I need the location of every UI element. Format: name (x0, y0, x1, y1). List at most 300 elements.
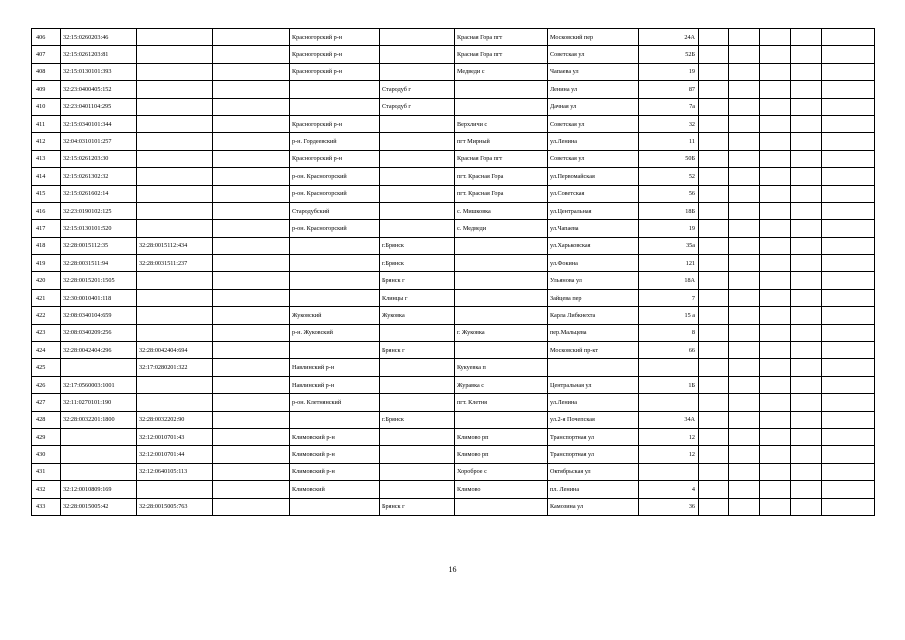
house-number-cell: 11 (639, 133, 699, 150)
table-row (32, 324, 875, 341)
extra-col-2-cell (729, 115, 760, 132)
extra-col-3-cell (760, 359, 791, 376)
extra-col-4-cell (791, 411, 822, 428)
settlement-cell (455, 98, 548, 115)
extra-col-1-cell (699, 63, 729, 80)
blank-column-cell (213, 202, 290, 219)
linked-cadastral-number-cell (137, 46, 213, 63)
district-cell: Навлинский р-н (290, 359, 380, 376)
district-cell: Климовский р-н (290, 428, 380, 445)
linked-cadastral-number-cell: 32:28:0032202:90 (137, 411, 213, 428)
settlement-cell: г. Жуковка (455, 324, 548, 341)
extra-col-3-cell (760, 133, 791, 150)
extra-col-1-cell (699, 255, 729, 272)
district-cell: Климовский р-н (290, 446, 380, 463)
extra-col-5-cell (822, 324, 875, 341)
extra-col-4-cell (791, 359, 822, 376)
table-row (32, 220, 875, 237)
row-number-cell: 433 (32, 498, 61, 515)
row-number-cell: 417 (32, 220, 61, 237)
street-cell: ул.Фокина (548, 255, 639, 272)
district-cell: Жуковский (290, 307, 380, 324)
extra-col-1-cell (699, 463, 729, 480)
row-number-cell: 429 (32, 428, 61, 445)
cadastral-number-cell: 32:15:0340101:344 (61, 115, 137, 132)
table-row (32, 115, 875, 132)
blank-column-cell (213, 411, 290, 428)
street-cell: Московский пер (548, 29, 639, 46)
extra-col-1-cell (699, 428, 729, 445)
settlement-cell (455, 411, 548, 428)
table-body (32, 29, 875, 516)
extra-col-2-cell (729, 46, 760, 63)
table-row (32, 428, 875, 445)
linked-cadastral-number-cell (137, 115, 213, 132)
extra-col-5-cell (822, 342, 875, 359)
blank-column-cell (213, 255, 290, 272)
street-cell: Октябрьская ул (548, 463, 639, 480)
extra-col-2-cell (729, 63, 760, 80)
district-cell: Стародубский (290, 202, 380, 219)
extra-col-5-cell (822, 376, 875, 393)
street-cell: Чапаева ул (548, 63, 639, 80)
street-cell: Советская ул (548, 115, 639, 132)
street-cell: пл. Ленина (548, 481, 639, 498)
district-cell (290, 289, 380, 306)
extra-col-5-cell (822, 202, 875, 219)
extra-col-4-cell (791, 63, 822, 80)
extra-col-3-cell (760, 289, 791, 306)
extra-col-4-cell (791, 446, 822, 463)
extra-col-2-cell (729, 150, 760, 167)
district-cell: р-он. Клетнянский (290, 394, 380, 411)
cadastral-number-cell (61, 463, 137, 480)
extra-col-5-cell (822, 498, 875, 515)
row-number-cell: 410 (32, 98, 61, 115)
cadastral-number-cell: 32:04:0310101:257 (61, 133, 137, 150)
city-cell (380, 428, 455, 445)
house-number-cell: 52Б (639, 46, 699, 63)
extra-col-3-cell (760, 29, 791, 46)
extra-col-2-cell (729, 463, 760, 480)
extra-col-5-cell (822, 255, 875, 272)
row-number-cell: 413 (32, 150, 61, 167)
extra-col-1-cell (699, 29, 729, 46)
district-cell (290, 81, 380, 98)
extra-col-2-cell (729, 202, 760, 219)
blank-column-cell (213, 342, 290, 359)
street-cell: Дачная ул (548, 98, 639, 115)
table-row (32, 185, 875, 202)
settlement-cell: Медведи с (455, 63, 548, 80)
extra-col-3-cell (760, 411, 791, 428)
extra-col-3-cell (760, 168, 791, 185)
house-number-cell: 34А (639, 411, 699, 428)
cadastral-number-cell: 32:15:0261302:32 (61, 168, 137, 185)
extra-col-2-cell (729, 29, 760, 46)
extra-col-5-cell (822, 272, 875, 289)
row-number-cell: 432 (32, 481, 61, 498)
extra-col-3-cell (760, 63, 791, 80)
extra-col-3-cell (760, 220, 791, 237)
extra-col-3-cell (760, 81, 791, 98)
district-cell: Красногорский р-н (290, 46, 380, 63)
settlement-cell: Красная Гора пгт (455, 150, 548, 167)
extra-col-4-cell (791, 307, 822, 324)
extra-col-3-cell (760, 237, 791, 254)
extra-col-3-cell (760, 98, 791, 115)
house-number-cell: 50Б (639, 150, 699, 167)
extra-col-4-cell (791, 255, 822, 272)
table-row (32, 481, 875, 498)
house-number-cell: 36 (639, 498, 699, 515)
blank-column-cell (213, 168, 290, 185)
linked-cadastral-number-cell (137, 481, 213, 498)
row-number-cell: 422 (32, 307, 61, 324)
extra-col-5-cell (822, 411, 875, 428)
extra-col-2-cell (729, 498, 760, 515)
city-cell: Брянск г (380, 498, 455, 515)
blank-column-cell (213, 220, 290, 237)
street-cell: Советская ул (548, 150, 639, 167)
extra-col-3-cell (760, 46, 791, 63)
blank-column-cell (213, 46, 290, 63)
row-number-cell: 423 (32, 324, 61, 341)
blank-column-cell (213, 481, 290, 498)
district-cell (290, 498, 380, 515)
linked-cadastral-number-cell: 32:17:0280201:322 (137, 359, 213, 376)
cadastral-number-cell: 32:15:0130101:393 (61, 63, 137, 80)
extra-col-3-cell (760, 202, 791, 219)
street-cell: ул.Ленина (548, 394, 639, 411)
city-cell: Брянск г (380, 272, 455, 289)
blank-column-cell (213, 446, 290, 463)
house-number-cell: 121 (639, 255, 699, 272)
city-cell (380, 220, 455, 237)
cadastral-number-cell: 32:28:0031511:94 (61, 255, 137, 272)
district-cell (290, 272, 380, 289)
district-cell: Красногорский р-н (290, 115, 380, 132)
settlement-cell: Хороброе с (455, 463, 548, 480)
city-cell (380, 359, 455, 376)
district-cell: Навлинский р-н (290, 376, 380, 393)
blank-column-cell (213, 463, 290, 480)
street-cell: Ульянова ул (548, 272, 639, 289)
district-cell: Климовский р-н (290, 463, 380, 480)
district-cell: р-н. Гордеевский (290, 133, 380, 150)
extra-col-2-cell (729, 428, 760, 445)
extra-col-1-cell (699, 133, 729, 150)
district-cell: р-он. Красногорский (290, 220, 380, 237)
cadastral-number-cell (61, 359, 137, 376)
settlement-cell: пгт. Красная Гора (455, 168, 548, 185)
cadastral-number-cell: 32:28:0015201:1505 (61, 272, 137, 289)
extra-col-4-cell (791, 498, 822, 515)
extra-col-5-cell (822, 428, 875, 445)
city-cell (380, 185, 455, 202)
city-cell (380, 133, 455, 150)
extra-col-1-cell (699, 324, 729, 341)
linked-cadastral-number-cell (137, 289, 213, 306)
cadastral-number-cell: 32:08:0340104:659 (61, 307, 137, 324)
city-cell (380, 446, 455, 463)
extra-col-4-cell (791, 394, 822, 411)
extra-col-2-cell (729, 220, 760, 237)
extra-col-4-cell (791, 481, 822, 498)
extra-col-4-cell (791, 29, 822, 46)
settlement-cell: Климово (455, 481, 548, 498)
house-number-cell: 56 (639, 185, 699, 202)
settlement-cell (455, 498, 548, 515)
city-cell: Стародуб г (380, 98, 455, 115)
extra-col-3-cell (760, 394, 791, 411)
extra-col-4-cell (791, 98, 822, 115)
extra-col-1-cell (699, 272, 729, 289)
house-number-cell: 32 (639, 115, 699, 132)
blank-column-cell (213, 29, 290, 46)
extra-col-2-cell (729, 342, 760, 359)
street-cell: пер.Мальцева (548, 324, 639, 341)
house-number-cell: 52 (639, 168, 699, 185)
extra-col-2-cell (729, 133, 760, 150)
settlement-cell (455, 342, 548, 359)
extra-col-3-cell (760, 150, 791, 167)
linked-cadastral-number-cell (137, 324, 213, 341)
row-number-cell: 414 (32, 168, 61, 185)
extra-col-5-cell (822, 220, 875, 237)
city-cell: Клинцы г (380, 289, 455, 306)
street-cell (548, 359, 639, 376)
table-row (32, 376, 875, 393)
district-cell: р-н. Жуковский (290, 324, 380, 341)
extra-col-5-cell (822, 185, 875, 202)
cadastral-number-cell (61, 446, 137, 463)
district-cell (290, 255, 380, 272)
extra-col-4-cell (791, 428, 822, 445)
extra-col-2-cell (729, 376, 760, 393)
district-cell: Красногорский р-н (290, 29, 380, 46)
settlement-cell (455, 81, 548, 98)
cadastral-number-cell: 32:30:0010401:118 (61, 289, 137, 306)
table-row (32, 133, 875, 150)
cadastral-number-cell: 32:15:0130101:520 (61, 220, 137, 237)
extra-col-3-cell (760, 185, 791, 202)
blank-column-cell (213, 98, 290, 115)
linked-cadastral-number-cell (137, 98, 213, 115)
blank-column-cell (213, 359, 290, 376)
settlement-cell: Журавка с (455, 376, 548, 393)
house-number-cell (639, 463, 699, 480)
extra-col-3-cell (760, 342, 791, 359)
extra-col-2-cell (729, 307, 760, 324)
city-cell (380, 376, 455, 393)
extra-col-2-cell (729, 411, 760, 428)
extra-col-4-cell (791, 133, 822, 150)
cadastral-number-cell: 32:23:0190102:125 (61, 202, 137, 219)
row-number-cell: 420 (32, 272, 61, 289)
city-cell (380, 46, 455, 63)
extra-col-1-cell (699, 481, 729, 498)
district-cell (290, 98, 380, 115)
extra-col-2-cell (729, 98, 760, 115)
linked-cadastral-number-cell (137, 168, 213, 185)
table-row (32, 98, 875, 115)
extra-col-4-cell (791, 168, 822, 185)
extra-col-5-cell (822, 307, 875, 324)
extra-col-2-cell (729, 446, 760, 463)
blank-column-cell (213, 289, 290, 306)
extra-col-4-cell (791, 324, 822, 341)
settlement-cell (455, 289, 548, 306)
city-cell (380, 394, 455, 411)
table-row (32, 446, 875, 463)
extra-col-1-cell (699, 359, 729, 376)
extra-col-4-cell (791, 376, 822, 393)
linked-cadastral-number-cell: 32:12:0010701:43 (137, 428, 213, 445)
cadastral-number-cell: 32:15:0260203:46 (61, 29, 137, 46)
linked-cadastral-number-cell (137, 376, 213, 393)
extra-col-4-cell (791, 463, 822, 480)
linked-cadastral-number-cell: 32:28:0042404:694 (137, 342, 213, 359)
street-cell: Транспортная ул (548, 446, 639, 463)
extra-col-1-cell (699, 115, 729, 132)
extra-col-4-cell (791, 272, 822, 289)
city-cell (380, 463, 455, 480)
settlement-cell: Красная Гора пгт (455, 46, 548, 63)
house-number-cell: 35а (639, 237, 699, 254)
blank-column-cell (213, 133, 290, 150)
table-row (32, 359, 875, 376)
settlement-cell: с. Мишковка (455, 202, 548, 219)
linked-cadastral-number-cell (137, 150, 213, 167)
street-cell: Транспортная ул (548, 428, 639, 445)
extra-col-5-cell (822, 446, 875, 463)
linked-cadastral-number-cell: 32:12:0640105:113 (137, 463, 213, 480)
row-number-cell: 407 (32, 46, 61, 63)
settlement-cell (455, 307, 548, 324)
house-number-cell: 15 а (639, 307, 699, 324)
extra-col-4-cell (791, 289, 822, 306)
house-number-cell: 8 (639, 324, 699, 341)
extra-col-4-cell (791, 202, 822, 219)
extra-col-5-cell (822, 150, 875, 167)
house-number-cell: 7 (639, 289, 699, 306)
city-cell (380, 202, 455, 219)
cadastral-number-cell: 32:15:0261203:30 (61, 150, 137, 167)
blank-column-cell (213, 81, 290, 98)
row-number-cell: 421 (32, 289, 61, 306)
city-cell: г.Брянск (380, 411, 455, 428)
house-number-cell: 4 (639, 481, 699, 498)
house-number-cell: 12 (639, 446, 699, 463)
house-number-cell: 19 (639, 63, 699, 80)
row-number-cell: 430 (32, 446, 61, 463)
extra-col-4-cell (791, 185, 822, 202)
extra-col-1-cell (699, 376, 729, 393)
extra-col-2-cell (729, 272, 760, 289)
extra-col-2-cell (729, 289, 760, 306)
settlement-cell: пгт Мирный (455, 133, 548, 150)
street-cell: Камозина ул (548, 498, 639, 515)
city-cell (380, 324, 455, 341)
extra-col-2-cell (729, 359, 760, 376)
linked-cadastral-number-cell (137, 307, 213, 324)
extra-col-1-cell (699, 289, 729, 306)
row-number-cell: 411 (32, 115, 61, 132)
blank-column-cell (213, 237, 290, 254)
extra-col-1-cell (699, 498, 729, 515)
extra-col-5-cell (822, 237, 875, 254)
row-number-cell: 427 (32, 394, 61, 411)
house-number-cell: 1Б (639, 376, 699, 393)
extra-col-1-cell (699, 202, 729, 219)
city-cell (380, 29, 455, 46)
blank-column-cell (213, 428, 290, 445)
table-row (32, 289, 875, 306)
settlement-cell: Красная Гора пгт (455, 29, 548, 46)
house-number-cell: 66 (639, 342, 699, 359)
city-cell (380, 63, 455, 80)
extra-col-3-cell (760, 324, 791, 341)
row-number-cell: 415 (32, 185, 61, 202)
district-cell: р-он. Красногорский (290, 168, 380, 185)
extra-col-3-cell (760, 255, 791, 272)
table-row (32, 202, 875, 219)
blank-column-cell (213, 185, 290, 202)
extra-col-3-cell (760, 307, 791, 324)
linked-cadastral-number-cell (137, 81, 213, 98)
cadastral-number-cell: 32:28:0015005:42 (61, 498, 137, 515)
extra-col-3-cell (760, 272, 791, 289)
house-number-cell (639, 359, 699, 376)
extra-col-5-cell (822, 115, 875, 132)
street-cell: Центральная ул (548, 376, 639, 393)
extra-col-3-cell (760, 463, 791, 480)
linked-cadastral-number-cell: 32:28:0031511:237 (137, 255, 213, 272)
extra-col-4-cell (791, 237, 822, 254)
cadastral-number-cell: 32:17:0560003:1001 (61, 376, 137, 393)
extra-col-2-cell (729, 324, 760, 341)
house-number-cell: 87 (639, 81, 699, 98)
row-number-cell: 412 (32, 133, 61, 150)
settlement-cell: Климово рп (455, 446, 548, 463)
extra-col-5-cell (822, 63, 875, 80)
extra-col-4-cell (791, 115, 822, 132)
blank-column-cell (213, 394, 290, 411)
cadastral-number-cell: 32:15:0261203:81 (61, 46, 137, 63)
cadastral-number-cell: 32:08:0340209:256 (61, 324, 137, 341)
extra-col-4-cell (791, 220, 822, 237)
city-cell: г.Брянск (380, 255, 455, 272)
extra-col-1-cell (699, 46, 729, 63)
blank-column-cell (213, 307, 290, 324)
settlement-cell: Верхличи с (455, 115, 548, 132)
linked-cadastral-number-cell (137, 185, 213, 202)
linked-cadastral-number-cell (137, 133, 213, 150)
street-cell: ул.Харьковская (548, 237, 639, 254)
extra-col-1-cell (699, 446, 729, 463)
extra-col-4-cell (791, 150, 822, 167)
blank-column-cell (213, 498, 290, 515)
extra-col-5-cell (822, 98, 875, 115)
row-number-cell: 408 (32, 63, 61, 80)
extra-col-5-cell (822, 289, 875, 306)
extra-col-3-cell (760, 376, 791, 393)
cadastral-number-cell: 32:23:0400405:152 (61, 81, 137, 98)
extra-col-1-cell (699, 394, 729, 411)
table-row (32, 150, 875, 167)
city-cell (380, 481, 455, 498)
